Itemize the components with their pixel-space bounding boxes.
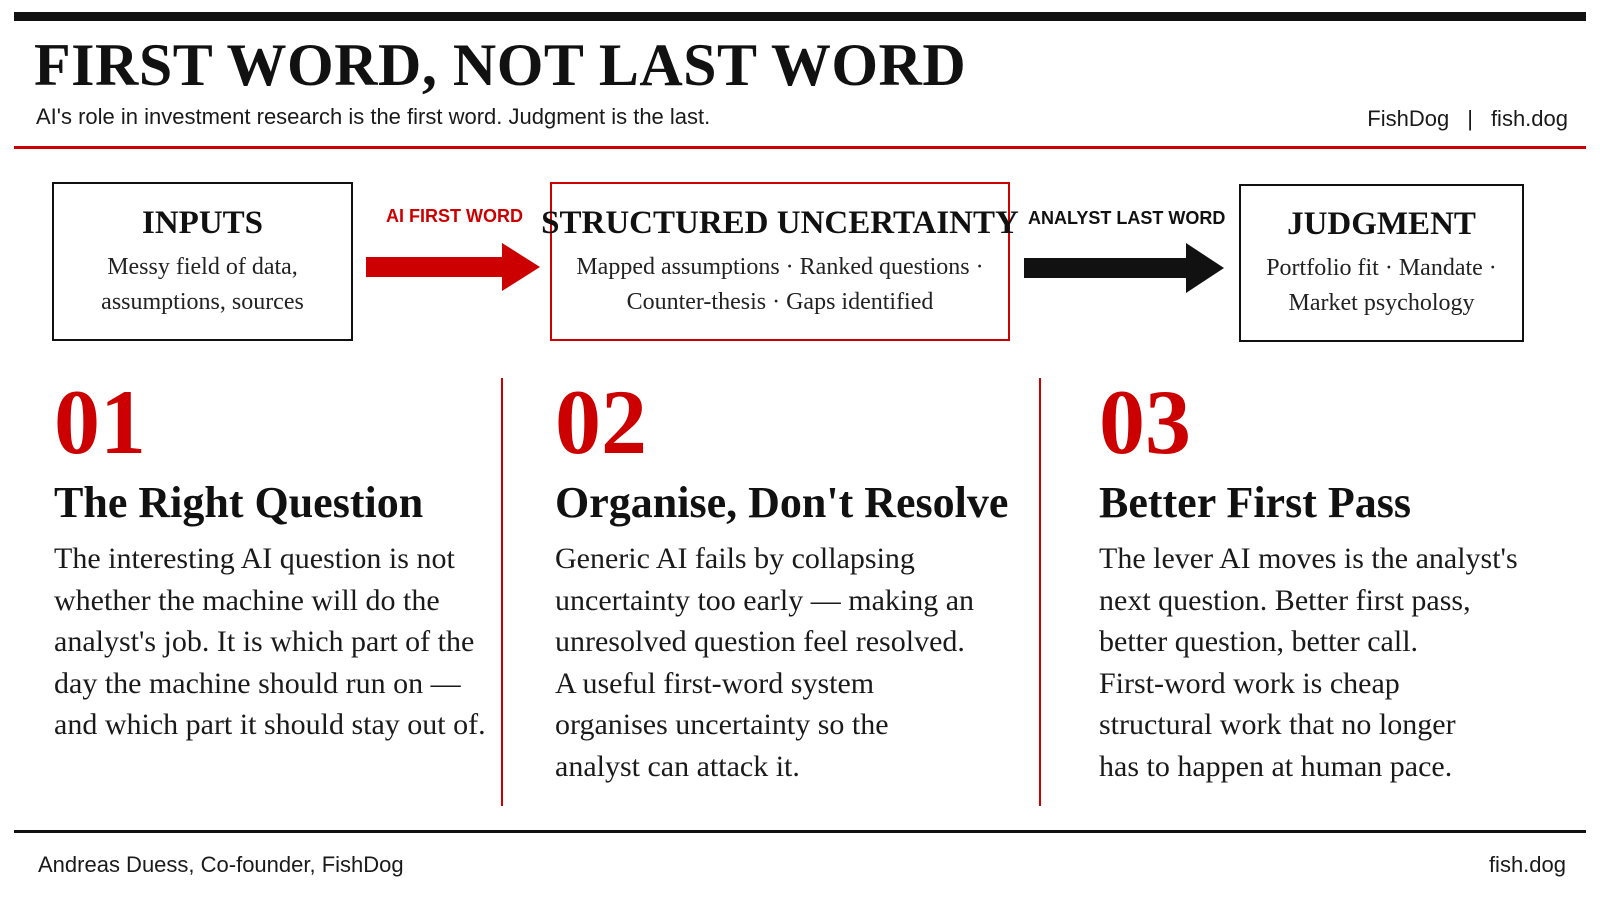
- column-body: [54, 538, 486, 746]
- structured-uncertainty-box: [541, 182, 1019, 341]
- footer-author: Andreas Duess, Co-founder, FishDog: [38, 852, 404, 877]
- column-divider: [1039, 378, 1041, 806]
- structured-text: [576, 250, 983, 320]
- page-subtitle: AI's role in investment research is the first word. Judgment is the last.: [36, 104, 711, 129]
- inputs-line: Messy field of data,: [107, 253, 298, 280]
- arrow-right-icon: [366, 242, 542, 292]
- judgment-box: [1239, 184, 1524, 342]
- column-title: Organise, Don't Resolve: [555, 478, 1009, 527]
- column-title: Better First Pass: [1099, 478, 1411, 527]
- step-number: 02: [555, 371, 647, 473]
- body-line: next question. Better first pass,: [1099, 583, 1471, 617]
- brand: [1367, 106, 1568, 132]
- analyst-last-word-label: ANALYST LAST WORD: [1028, 208, 1226, 228]
- body-line: structural work that no longer: [1099, 708, 1456, 741]
- body-line: uncertainty too early — making an: [555, 583, 975, 617]
- judgment-title: JUDGMENT: [1287, 206, 1476, 242]
- body-line: First-word work is cheap: [1099, 666, 1400, 700]
- body-line: A useful first-word system: [555, 666, 875, 700]
- column-body: [555, 538, 1008, 787]
- arrow-right-icon: [1024, 242, 1226, 294]
- body-line: analyst's job. It is which part of the: [54, 625, 475, 658]
- judgment-text: [1266, 251, 1497, 321]
- judgment-line: Portfolio fit · Mandate ·: [1266, 255, 1497, 281]
- column-3: [1099, 371, 1518, 787]
- column-1: [54, 371, 486, 746]
- page-title: FIRST WORD, NOT LAST WORD: [34, 32, 967, 98]
- judgment-line: Market psychology: [1288, 290, 1475, 316]
- body-line: organises uncertainty so the: [555, 708, 889, 741]
- inputs-text: [101, 250, 304, 320]
- body-line: The lever AI moves is the analyst's: [1099, 542, 1518, 575]
- body-line: Generic AI fails by collapsing: [555, 542, 915, 575]
- body-line: better question, better call.: [1099, 625, 1419, 658]
- column-2: [555, 371, 1009, 787]
- structured-line: Counter-thesis · Gaps identified: [626, 288, 934, 315]
- structured-line: Mapped assumptions · Ranked questions ·: [576, 253, 984, 280]
- body-line: unresolved question feel resolved.: [555, 625, 965, 658]
- body-line: day the machine should run on —: [54, 666, 461, 700]
- column-divider: [501, 378, 503, 806]
- brand-name: FishDog: [1367, 106, 1450, 131]
- step-number: 01: [54, 371, 146, 473]
- inputs-box: [52, 182, 353, 341]
- inputs-line: assumptions, sources: [101, 288, 304, 315]
- arrow-shape: [1024, 243, 1224, 293]
- body-line: has to happen at human pace.: [1099, 749, 1453, 783]
- body-line: The interesting AI question is not: [54, 542, 455, 575]
- step-number: 03: [1099, 371, 1191, 473]
- column-title: The Right Question: [54, 478, 424, 527]
- brand-separator: |: [1467, 106, 1473, 131]
- footer-divider: [14, 830, 1586, 833]
- structured-title: STRUCTURED UNCERTAINTY: [541, 204, 1019, 241]
- brand-url: fish.dog: [1490, 106, 1568, 131]
- top-rule: [14, 12, 1586, 21]
- body-line: whether the machine will do the: [54, 583, 440, 617]
- ai-first-word-label: AI FIRST WORD: [386, 206, 523, 226]
- arrow-shape: [366, 243, 540, 291]
- body-line: and which part it should stay out of.: [54, 708, 486, 741]
- inputs-title: INPUTS: [141, 204, 264, 241]
- header-divider: [14, 146, 1586, 149]
- body-line: analyst can attack it.: [555, 749, 800, 783]
- footer-url: fish.dog: [1488, 852, 1566, 877]
- column-body: [1099, 538, 1518, 787]
